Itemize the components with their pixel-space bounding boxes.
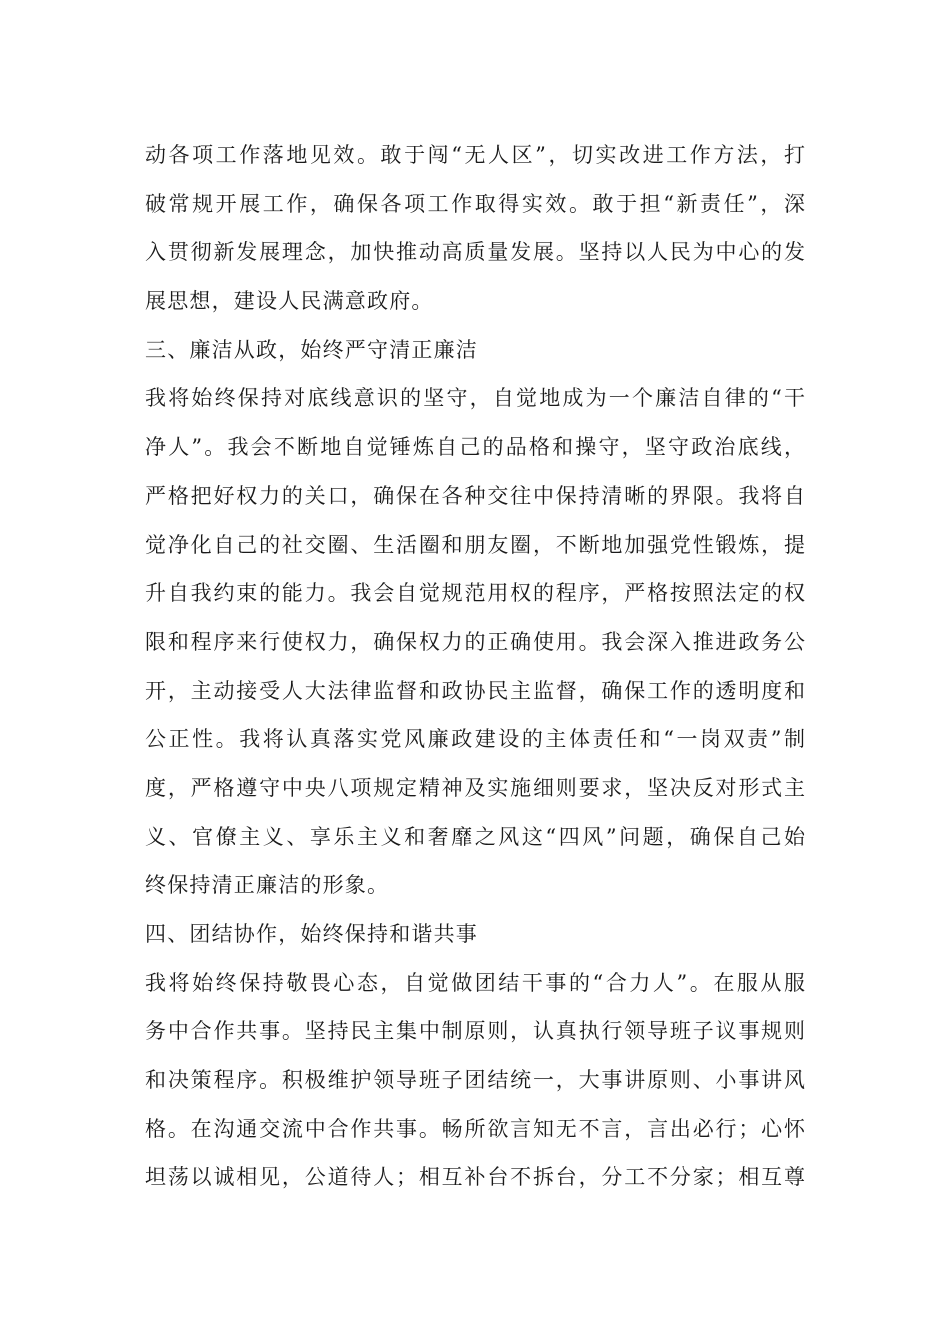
paragraph-line: 和决策程序。积极维护领导班子团结统一，大事讲原则、小事讲风 <box>145 1068 805 1093</box>
paragraph-line: 限和程序来行使权力，确保权力的正确使用。我会深入推进政务公 <box>145 629 805 654</box>
paragraph-line: 公正性。我将认真落实党风廉政建设的主体责任和“一岗双责”制 <box>145 727 805 752</box>
paragraph-line: 我将始终保持对底线意识的坚守，自觉地成为一个廉洁自律的“干 <box>145 386 805 411</box>
paragraph-line: 开，主动接受人大法律监督和政协民主监督，确保工作的透明度和 <box>145 678 805 703</box>
paragraph-line: 入贯彻新发展理念，加快推动高质量发展。坚持以人民为中心的发 <box>145 240 805 265</box>
paragraph-line: 坦荡以诚相见，公道待人；相互补台不拆台，分工不分家；相互尊 <box>145 1165 805 1190</box>
paragraph-line: 度，严格遵守中央八项规定精神及实施细则要求，坚决反对形式主 <box>145 775 805 800</box>
paragraph-line: 我将始终保持敬畏心态，自觉做团结干事的“合力人”。在服从服 <box>145 970 805 995</box>
document-body <box>145 131 805 1202</box>
paragraph-line: 觉净化自己的社交圈、生活圈和朋友圈，不断地加强党性锻炼，提 <box>145 532 805 557</box>
section-heading: 三、廉洁从政，始终严守清正廉洁 <box>145 337 478 362</box>
paragraph-line: 升自我约束的能力。我会自觉规范用权的程序，严格按照法定的权 <box>145 581 805 606</box>
paragraph-line: 务中合作共事。坚持民主集中制原则，认真执行领导班子议事规则 <box>145 1019 805 1044</box>
paragraph-line: 义、官僚主义、享乐主义和奢靡之风这“四风”问题，确保自己始 <box>145 824 805 849</box>
paragraph-line: 格。在沟通交流中合作共事。畅所欲言知无不言，言出必行；心怀 <box>145 1116 805 1141</box>
paragraph-line: 动各项工作落地见效。敢于闯“无人区”，切实改进工作方法，打 <box>145 143 805 167</box>
section-heading: 四、团结协作，始终保持和谐共事 <box>145 922 478 946</box>
paragraph-line: 净人”。我会不断地自觉锤炼自己的品格和操守，坚守政治底线， <box>145 435 805 460</box>
paragraph-line: 终保持清正廉洁的形象。 <box>145 873 390 898</box>
paragraph-line: 严格把好权力的关口，确保在各种交往中保持清晰的界限。我将自 <box>145 483 805 508</box>
paragraph-line: 展思想，建设人民满意政府。 <box>145 289 434 314</box>
paragraph-line: 破常规开展工作，确保各项工作取得实效。敢于担“新责任”，深 <box>145 191 805 216</box>
